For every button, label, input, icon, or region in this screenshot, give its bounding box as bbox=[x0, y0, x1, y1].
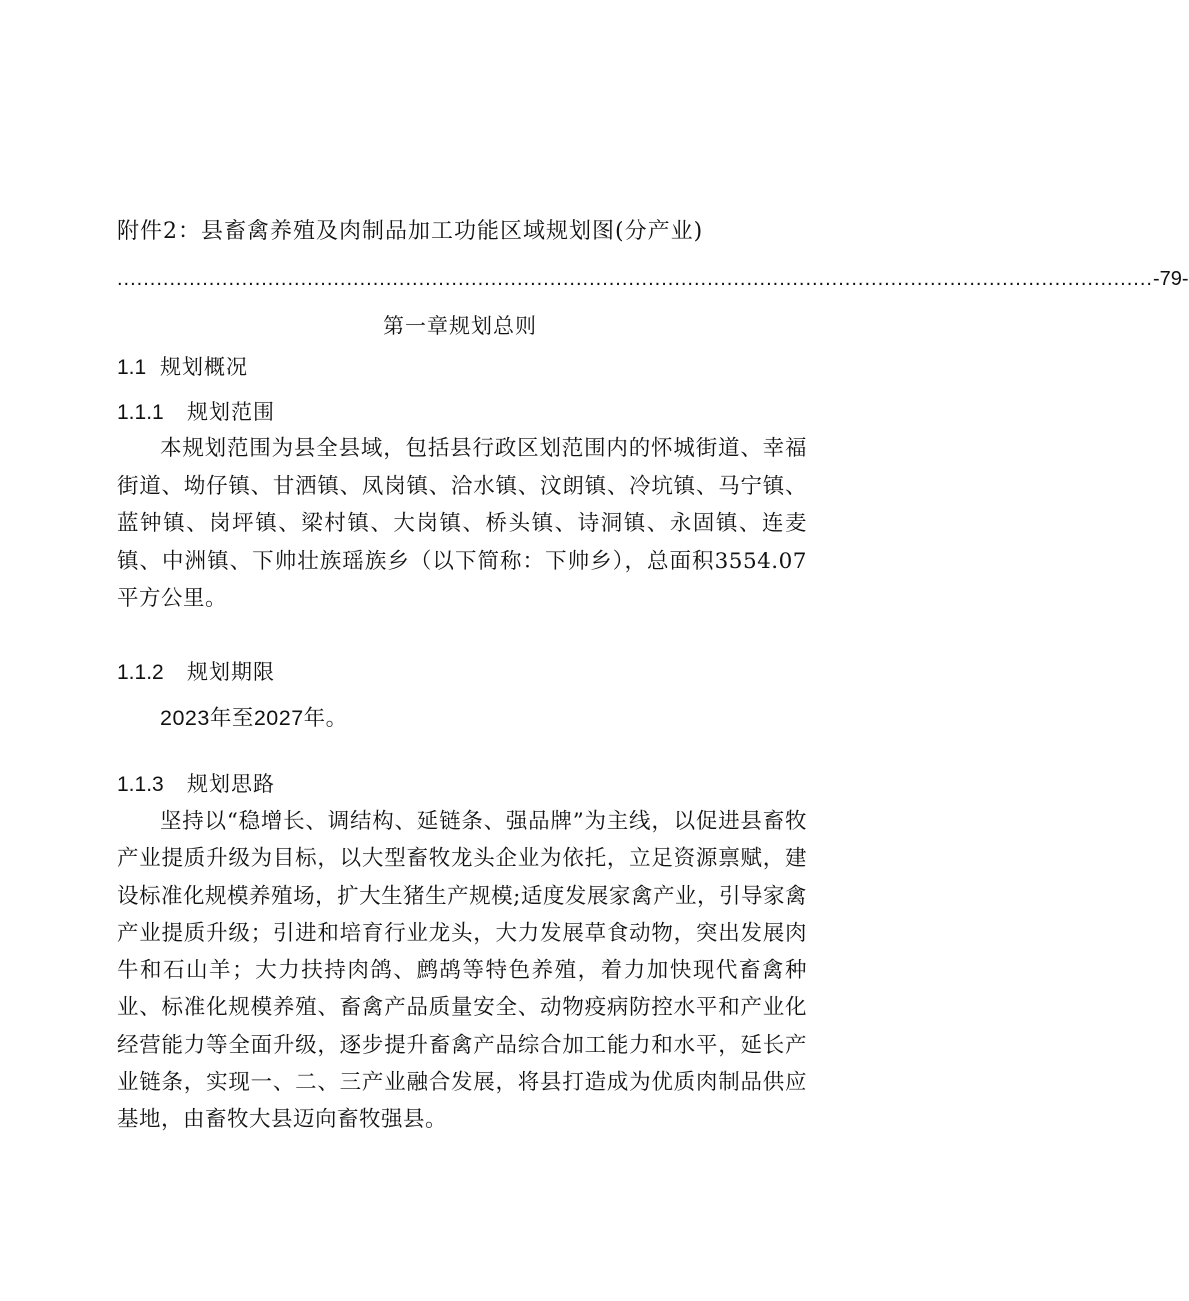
section-title: 规划期限 bbox=[187, 660, 275, 684]
section-title: 规划思路 bbox=[187, 772, 275, 796]
toc-entry-title: 附件2：县畜禽养殖及肉制品加工功能区域规划图(分产业) bbox=[117, 219, 704, 244]
toc-entry-leader-row bbox=[117, 268, 1189, 291]
toc-page-number: -79- bbox=[1152, 268, 1189, 290]
toc-dot-leader: .............................................................................................................................................................. bbox=[117, 268, 1153, 290]
section-heading-1-1-3 bbox=[117, 768, 275, 798]
section-title: 规划范围 bbox=[187, 400, 275, 424]
planning-period-paragraph: 2023年至2027年。 bbox=[160, 706, 348, 730]
section-number: 1.1 bbox=[117, 356, 147, 379]
chapter-title: 第一章规划总则 bbox=[383, 314, 537, 338]
section-heading-1-1 bbox=[117, 351, 248, 381]
section-number: 1.1.1 bbox=[117, 401, 164, 424]
section-title: 规划概况 bbox=[160, 355, 248, 379]
section-number: 1.1.2 bbox=[117, 661, 164, 684]
section-number: 1.1.3 bbox=[117, 773, 164, 796]
planning-idea-paragraph: 坚持以“稳增长、调结构、延链条、强品牌”为主线，以促进县畜牧产业提质升级为目标，以大型畜牧龙头企业为依托，立足资源禀赋，建设标准化规模养殖场，扩大生猪生产规模;适度发展家禽产业，引导家禽产业提质升级；引进和培育行业龙头，大力发展草食动物，突出发展肉牛和石山羊；大力扶持肉鸽、鹧鸪等特色养殖，着力加快现代畜禽种业、标准化规模养殖、畜禽产品质量安全、动物疫病防控水平和产业化经营能力等全面升级，逐步提升畜禽产品综合加工能力和水平，延长产业链条，实现一、二、三产业融合发展，将县打造成为优质肉制品供应基地，由畜牧大县迈向畜牧强县。 bbox=[117, 809, 807, 1133]
planning-scope-paragraph: 本规划范围为县全县域，包括县行政区划范围内的怀城街道、幸福街道、坳仔镇、甘洒镇、凤岗镇、洽水镇、汶朗镇、冷坑镇、马宁镇、蓝钟镇、岗坪镇、梁村镇、大岗镇、桥头镇、诗洞镇、永固镇、连麦镇、中洲镇、下帅壮族瑶族乡（以下简称：下帅乡），总面积3554.07平方公里。 bbox=[117, 436, 807, 611]
section-heading-1-1-2 bbox=[117, 656, 275, 686]
section-heading-1-1-1 bbox=[117, 396, 275, 426]
